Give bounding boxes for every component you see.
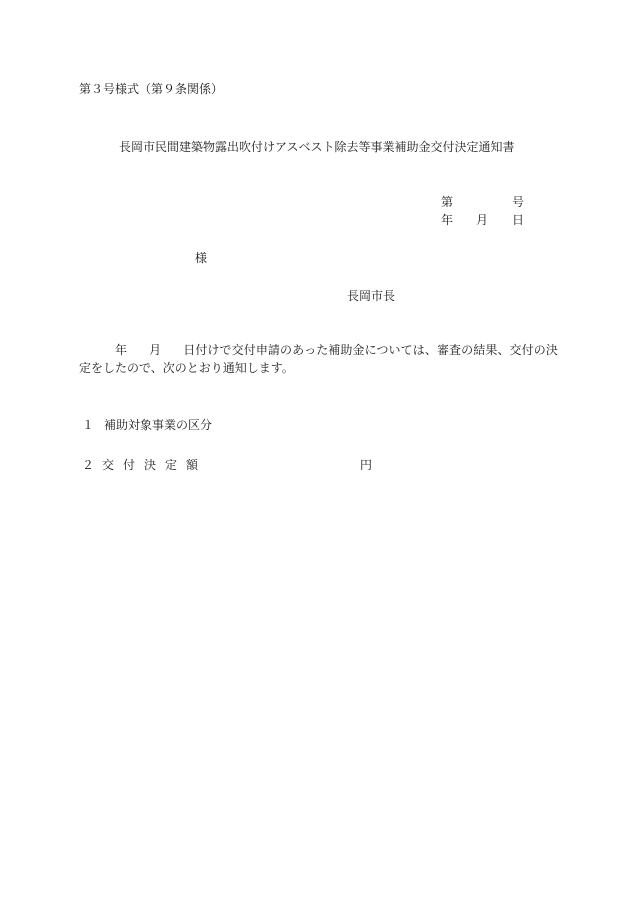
document-number-prefix: 第 — [441, 195, 454, 209]
body-text: 日付けで交付申請のあった補助金については、審査の結果、交付の決 — [183, 343, 558, 357]
issuer-name: 長岡市長 — [347, 289, 396, 303]
document-title: 長岡市民間建築物露出吹付けアスベスト除去等事業補助金交付決定通知書 — [119, 140, 515, 154]
body-month-label: 月 — [149, 343, 162, 357]
form-number: 第３号様式（第９条関係） — [79, 82, 224, 96]
item-1-number: １ — [82, 418, 95, 432]
item-2-unit: 円 — [360, 458, 373, 472]
body-paragraph-line-1 — [79, 343, 558, 357]
item-2-number: ２ — [82, 458, 95, 472]
item-2-label-char: 額 — [186, 458, 199, 472]
body-paragraph-line-2: 定をしたので、次のとおり通知します。 — [79, 361, 294, 375]
item-2-label-char: 付 — [123, 458, 136, 472]
recipient-honorific: 様 — [195, 251, 208, 265]
item-2-label-char: 決 — [144, 458, 157, 472]
date-month-label: 月 — [476, 213, 489, 227]
item-2-label-char: 交 — [102, 458, 115, 472]
document-number-suffix: 号 — [512, 195, 525, 209]
date-day-label: 日 — [512, 213, 525, 227]
item-2-label-char: 定 — [165, 458, 178, 472]
date-year-label: 年 — [441, 213, 454, 227]
item-2-label — [102, 458, 198, 472]
item-1-label: 補助対象事業の区分 — [104, 418, 213, 432]
body-year-label: 年 — [115, 343, 128, 357]
